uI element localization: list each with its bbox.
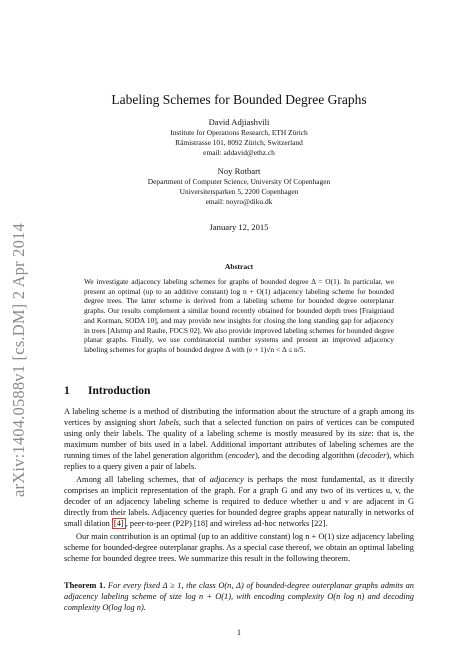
section-heading xyxy=(64,385,150,397)
emphasis: adjacency xyxy=(209,475,244,484)
emphasis: encoder xyxy=(228,451,255,460)
introduction-body xyxy=(64,406,414,564)
paragraph: Our main contribution is an optimal (up to an additive constant) log n + O(1) size adjacency labeling scheme for bounded-degree outerplanar graphs. As a special case thereof, we obtain an optimal labeling scheme for bounded degree trees. We summarize this result in the following theorem. xyxy=(64,532,414,563)
theorem-statement: For every fixed Δ ≥ 1, the class O(n, Δ) of bounded-degree outerplanar graphs admits an adjacency labeling scheme of size log n + O(1), with encoding complexity O(n log n) and decoding complexity O(log log n). xyxy=(64,581,414,612)
author-affiliation: Institute for Operations Research, ETH Zürich xyxy=(170,128,308,137)
emphasis: labels xyxy=(158,418,179,427)
emphasis: decoder xyxy=(359,451,387,460)
author-email: email: noyro@diku.dk xyxy=(205,197,273,207)
abstract-text: We investigate adjacency labeling schemes for graphs of bounded degree Δ = O(1). In particular, we present an optimal (up to an additive constant) log n + O(1) adjacency labeling scheme for bounded degree trees. The latter scheme is derived from a labeling scheme for bounded degree outerplanar graphs. Our results complement a similar bound recently obtained for bounded depth trees [Fraigniaud and Korman, SODA 10], and may provide new insights for closing the long standing gap for adjacency in trees [Alstrup and Rauhe, FOCS 02]. We also provide improved labeling schemes for bounded degree planar graphs. Finally, we use combinatorial number systems and present an improved adjacency labeling schemes for graphs of bounded degree Δ with (e + 1)√n < Δ ≤ n/5. xyxy=(84,277,394,354)
text-run: ), and the decoding algorithm ( xyxy=(255,451,360,460)
author-address: Universitetsparken 5, 2200 Copenhagen xyxy=(179,186,299,196)
theorem-label: Theorem 1. xyxy=(64,581,106,590)
paper-date: January 12, 2015 xyxy=(209,222,269,232)
page-number: 1 xyxy=(236,628,242,637)
author-block xyxy=(64,116,414,159)
emphasis: size xyxy=(358,429,372,438)
text-run: Among all labeling schemes, that of xyxy=(76,475,210,484)
text-run: ), which replies to a query given a pair of labels. xyxy=(64,451,414,471)
author-address: Rämistrasse 101, 8092 Zürich, Switzerland xyxy=(175,138,303,148)
author-email: email: addavid@ethz.ch xyxy=(203,148,275,158)
arxiv-identifier-text: arXiv:1404.0588v1 [cs.DM] 2 Apr 2014 xyxy=(9,223,28,497)
paragraph xyxy=(64,406,414,472)
arxiv-identifier xyxy=(4,210,34,510)
author-list xyxy=(64,116,414,207)
paragraph xyxy=(64,474,414,529)
author-name: Noy Rotbart xyxy=(217,165,261,176)
text-run: : that is, the maximum number of bits used in a label. Additional important attributes of labeling schemes are the running times of the label generation algorithm ( xyxy=(64,429,414,460)
theorem xyxy=(64,580,414,613)
section-title: Introduction xyxy=(88,385,151,397)
text-run: , peer-to-peer (P2P) [18] and wireless ad-hoc networks [22]. xyxy=(125,519,328,528)
section-number: 1 xyxy=(64,385,70,397)
abstract-heading: Abstract xyxy=(224,262,254,271)
author-block xyxy=(64,165,414,208)
abstract xyxy=(84,262,394,355)
paper-title: Labeling Schemes for Bounded Degree Graphs xyxy=(111,92,367,107)
text-run: is perhaps the most fundamental, as it directly comprises an implicit representation of the graph. For a graph G and any two of its vertices u, v, the decoder of an adjacency labeling scheme is required to deduce whether u and v are adjacent in G directly from their labels. Adjacency queries for bounded degree graphs appear naturally in networks of small dilation xyxy=(64,475,414,528)
text-run: A labeling scheme is a method of distributing the information about the structure of a graph among its vertices by assigning short xyxy=(64,407,414,427)
text-run: , such that a selected function on pairs of vertices can be computed using only their labels. The quality of a labeling scheme is mostly measured by its xyxy=(64,418,415,438)
author-name: David Adjiashvili xyxy=(208,117,270,127)
author-affiliation: Department of Computer Science, University Of Copenhagen xyxy=(147,176,331,186)
citation-link[interactable]: [4] xyxy=(113,519,124,528)
